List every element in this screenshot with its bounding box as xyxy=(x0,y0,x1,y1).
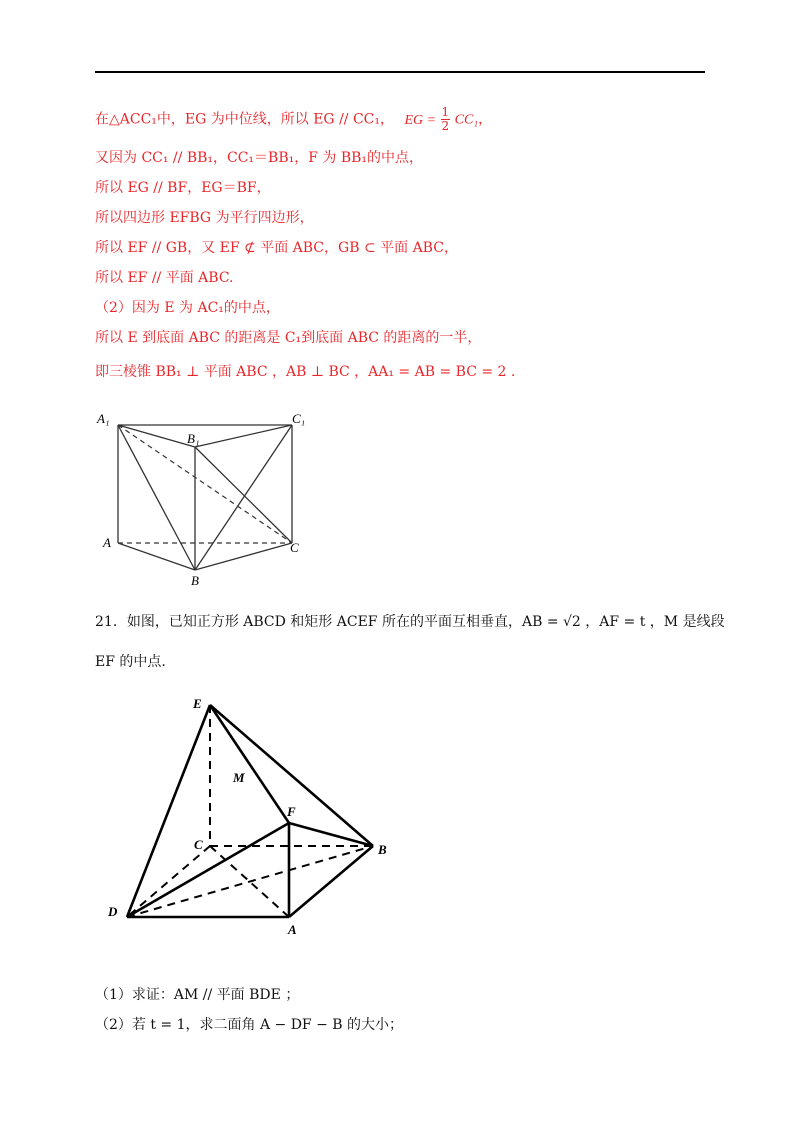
fig1-label-A: A xyxy=(103,535,111,550)
eq-rhs: CC₁ xyxy=(454,112,479,128)
eq-tail: ， xyxy=(478,111,493,128)
problem-21-line-1: 21．如图，已知正方形 ABCD 和矩形 ACEF 所在的平面互相垂直，AB = √2 ，AF = t ，M 是线段 xyxy=(95,614,725,630)
solution-line-2: 又因为 CC₁ // BB₁，CC₁＝BB₁，F 为 BB₁的中点， xyxy=(95,150,424,166)
prism-figure xyxy=(95,405,325,590)
solution-line-7: （2）因为 E 为 AC₁的中点， xyxy=(95,300,280,316)
pyramid-figure xyxy=(100,690,400,940)
fig2-label-E: E xyxy=(193,696,202,711)
fig1-label-A1: A₁ xyxy=(97,411,110,426)
solution-line-1 xyxy=(95,106,492,133)
question-2: （2）若 t = 1，求二面角 A − DF − B 的大小； xyxy=(95,1017,404,1033)
solution-line-6: 所以 EF // 平面 ABC. xyxy=(95,270,234,286)
solution-line-4: 所以四边形 EFBG 为平行四边形， xyxy=(95,210,314,226)
fraction-half xyxy=(441,106,451,133)
fig1-label-B: B xyxy=(191,573,199,588)
solution-line-1-text: 在△ACC₁中，EG 为中位线，所以 EG // CC₁， xyxy=(95,111,394,128)
solution-line-3: 所以 EG // BF，EG＝BF， xyxy=(95,180,271,196)
fig2-label-F: F xyxy=(287,804,296,819)
solution-line-5: 所以 EF // GB，又 EF ⊄ 平面 ABC，GB ⊂ 平面 ABC， xyxy=(95,240,458,256)
eq-lhs: EG = xyxy=(404,112,437,128)
fig1-label-B1: B₁ xyxy=(187,431,200,446)
fraction-denominator: 2 xyxy=(441,119,450,133)
fraction-numerator: 1 xyxy=(441,105,450,119)
solution-line-8: 所以 E 到底面 ABC 的距离是 C₁到底面 ABC 的距离的一半， xyxy=(95,330,482,346)
fig2-label-D: D xyxy=(108,904,118,919)
fig2-label-B: B xyxy=(378,842,387,857)
solution-line-9: 即三棱锥 BB₁ ⊥ 平面 ABC ，AB ⊥ BC ，AA₁ = AB = BC = 2 . xyxy=(95,364,516,380)
fig1-label-C: C xyxy=(290,540,299,555)
fig2-label-M: M xyxy=(233,770,245,785)
question-1: （1）求证：AM // 平面 BDE ； xyxy=(95,987,300,1003)
fig2-label-A: A xyxy=(288,922,297,937)
problem-21-line-2: EF 的中点. xyxy=(95,654,166,670)
fig2-label-C: C xyxy=(194,837,203,852)
fig1-label-C1: C₁ xyxy=(292,411,306,426)
header-rule xyxy=(95,71,705,73)
